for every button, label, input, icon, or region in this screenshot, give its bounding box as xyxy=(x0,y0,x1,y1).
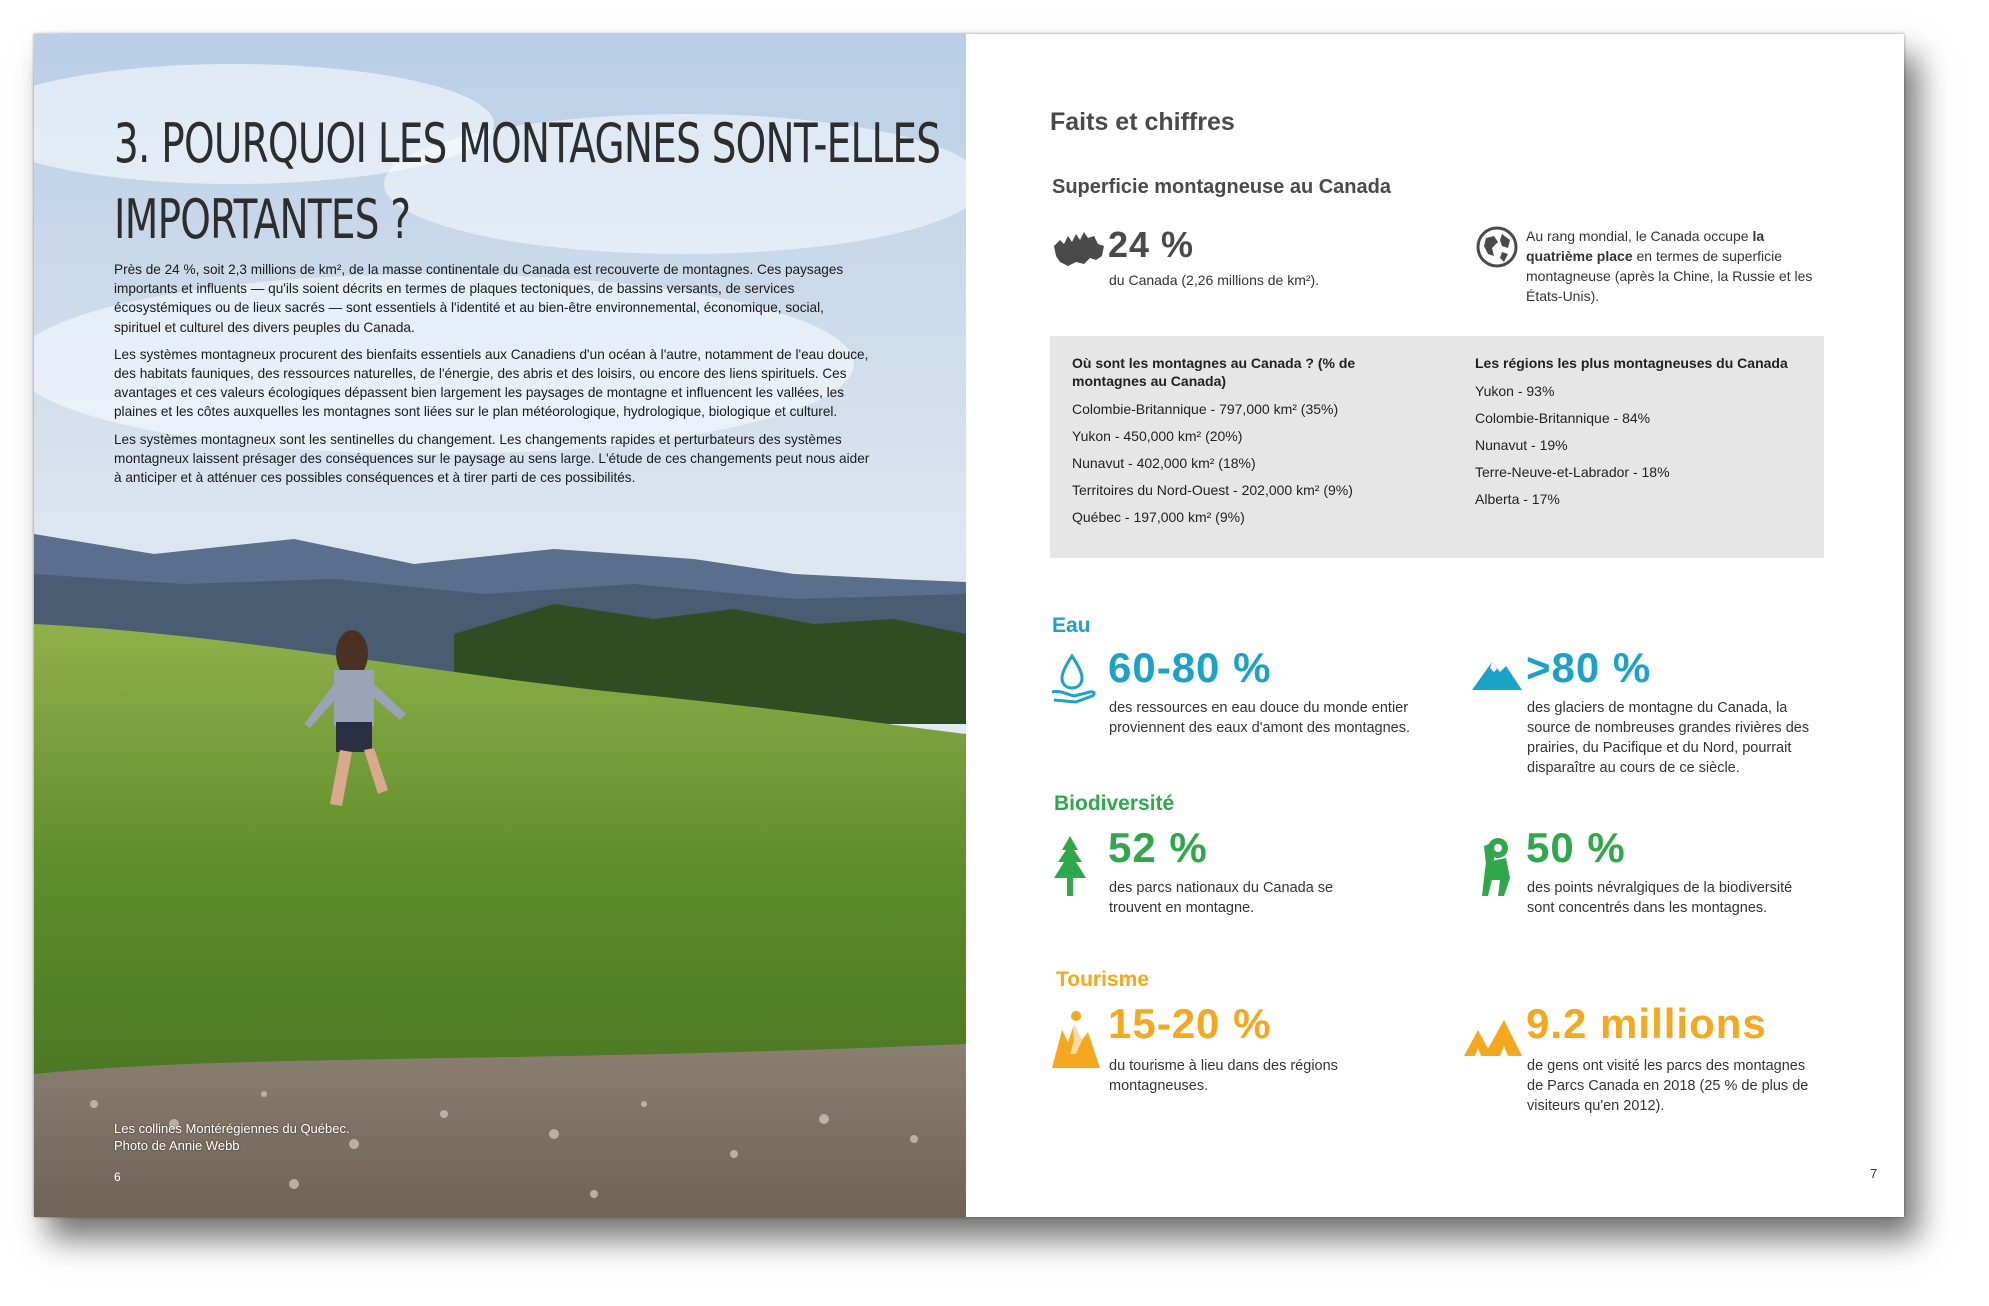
where-item-3: Nunavut - 402,000 km² (18%) xyxy=(1072,455,1256,471)
tour-stat-2-text: de gens ont visité les parcs des montagnes de Parcs Canada en 2018 (25 % de plus de visiteurs qu'en 2012). xyxy=(1527,1058,1809,1114)
left-page xyxy=(34,34,966,1217)
where-item-4: Territoires du Nord-Ouest - 202,000 km² (9%) xyxy=(1072,482,1353,498)
where-item-5: Québec - 197,000 km² (9%) xyxy=(1072,509,1245,525)
mountain-regions-box xyxy=(1050,336,1824,558)
where-mountains-column xyxy=(1072,354,1432,535)
most-mountainous-heading: Les régions les plus montagneuses du Canada xyxy=(1475,355,1788,371)
tour-stat-1-value: 15-20 % xyxy=(1108,1000,1272,1047)
paragraph-2: Les systèmes montagneux procurent des bienfaits essentiels aux Canadiens d'un océan à l'autre, notamment de l'eau douce, des habitats fauniques, des ressources naturelles, de l'énergie, des abris et des loisirs, ou encore des liens spirituels. Ces avantages et ces valeurs écologiques dépassent bien largement les paysages de montagne et influencent les vallées, les plaines et les côtes auxquelles les montagnes sont liées sur le plan météorologique, hydrologique, biologique et culturel. xyxy=(114,346,869,420)
world-text-after: en termes de superficie montagneuse (après la Chine, la Russie et les États-Unis). xyxy=(1526,248,1813,304)
tents-icon xyxy=(1462,1018,1524,1058)
tour-stat-1-text: du tourisme à lieu dans des régions montagneuses. xyxy=(1109,1058,1338,1094)
section-biodiversite: Biodiversité xyxy=(1054,792,1175,815)
paragraph-1: Près de 24 %, soit 2,3 millions de km², de la masse continentale du Canada est recouverte de montagnes. Ces paysages importants et influents — qu'ils soient décrits en termes de plaques tectoniques, de bassins versants, de services écosystémiques ou de lieux sacrés — sont essentiels à l'identité et au bien-être environnemental, économique, social, spirituel et culturel des divers peuples du Canada. xyxy=(114,262,844,335)
bio-stat-2-text: des points névralgiques de la biodiversité sont concentrés dans les montagnes. xyxy=(1527,880,1793,916)
world-text-bold: la quatrième place xyxy=(1526,228,1765,264)
where-mountains-heading: Où sont les montagnes au Canada ? (% de montagnes au Canada) xyxy=(1072,355,1356,389)
world-rank-text xyxy=(1526,226,1816,306)
bio-stat-2-value: 50 % xyxy=(1526,824,1626,871)
eau-stat-1-text: des ressources en eau douce du monde entier proviennent des eaux d'amont des montagnes. xyxy=(1109,700,1411,736)
caption-line-2: Photo de Annie Webb xyxy=(114,1138,240,1153)
photo-caption xyxy=(114,1120,350,1154)
eau-stat-2-text: des glaciers de montagne du Canada, la source de nombreuses grandes rivières des prairies, du Pacifique et du Nord, pourrait disparaître au cours de ce siècle. xyxy=(1527,700,1810,776)
most-item-4: Terre-Neuve-et-Labrador - 18% xyxy=(1475,464,1670,480)
section-tourisme: Tourisme xyxy=(1056,968,1149,991)
most-mountainous-column xyxy=(1475,354,1795,517)
bighorn-sheep-icon xyxy=(1472,834,1516,898)
bio-stat-1-value: 52 % xyxy=(1108,824,1208,871)
pine-tree-icon xyxy=(1050,834,1090,898)
where-item-1: Colombie-Britannique - 797,000 km² (35%) xyxy=(1072,401,1339,417)
glacier-icon xyxy=(1470,656,1524,692)
facts-title: Faits et chiffres xyxy=(1050,108,1235,136)
most-item-5: Alberta - 17% xyxy=(1475,491,1560,507)
where-item-2: Yukon - 450,000 km² (20%) xyxy=(1072,428,1243,444)
most-item-3: Nunavut - 19% xyxy=(1475,437,1568,453)
area-subtitle: Superficie montagneuse au Canada xyxy=(1052,176,1391,198)
paragraph-3: Les systèmes montagneux sont les sentinelles du changement. Les changements rapides et perturbateurs des systèmes montagneux laissent présager des conséquences sur le paysage au sens large. L'étude de ces changements peut nous aider à anticiper et à atténuer ces possibles conséquences et à tirer parti de ces possibilités. xyxy=(114,431,870,486)
hiker-icon xyxy=(1050,1010,1102,1070)
stat-24-text: du Canada (2,26 millions de km²). xyxy=(1109,272,1320,288)
most-item-1: Yukon - 93% xyxy=(1475,383,1555,399)
globe-icon xyxy=(1476,226,1518,268)
most-item-2: Colombie-Britannique - 84% xyxy=(1475,410,1651,426)
stat-24-value: 24 % xyxy=(1108,224,1195,265)
title-line-2: IMPORTANTES ? xyxy=(114,188,411,251)
title-line-1: 3. POURQUOI LES MONTAGNES SONT-ELLES xyxy=(114,112,941,175)
page-number-left: 6 xyxy=(114,1170,121,1184)
tour-stat-2-value: 9.2 millions xyxy=(1526,1000,1767,1047)
body-text xyxy=(114,260,874,495)
world-text-before: Au rang mondial, le Canada occupe xyxy=(1526,228,1753,244)
page-title xyxy=(114,106,941,258)
page-number-right: 7 xyxy=(1870,1166,1878,1181)
eau-stat-1-value: 60-80 % xyxy=(1108,644,1272,691)
water-hand-icon xyxy=(1050,652,1100,704)
document-spread xyxy=(34,34,1904,1217)
bio-stat-1-text: des parcs nationaux du Canada se trouvent en montagne. xyxy=(1109,880,1334,916)
caption-line-1: Les collines Montérégiennes du Québec. xyxy=(114,1121,350,1136)
right-page xyxy=(966,34,1904,1217)
section-eau: Eau xyxy=(1052,614,1091,637)
canada-map-icon xyxy=(1050,226,1108,276)
eau-stat-2-value: >80 % xyxy=(1526,644,1652,691)
